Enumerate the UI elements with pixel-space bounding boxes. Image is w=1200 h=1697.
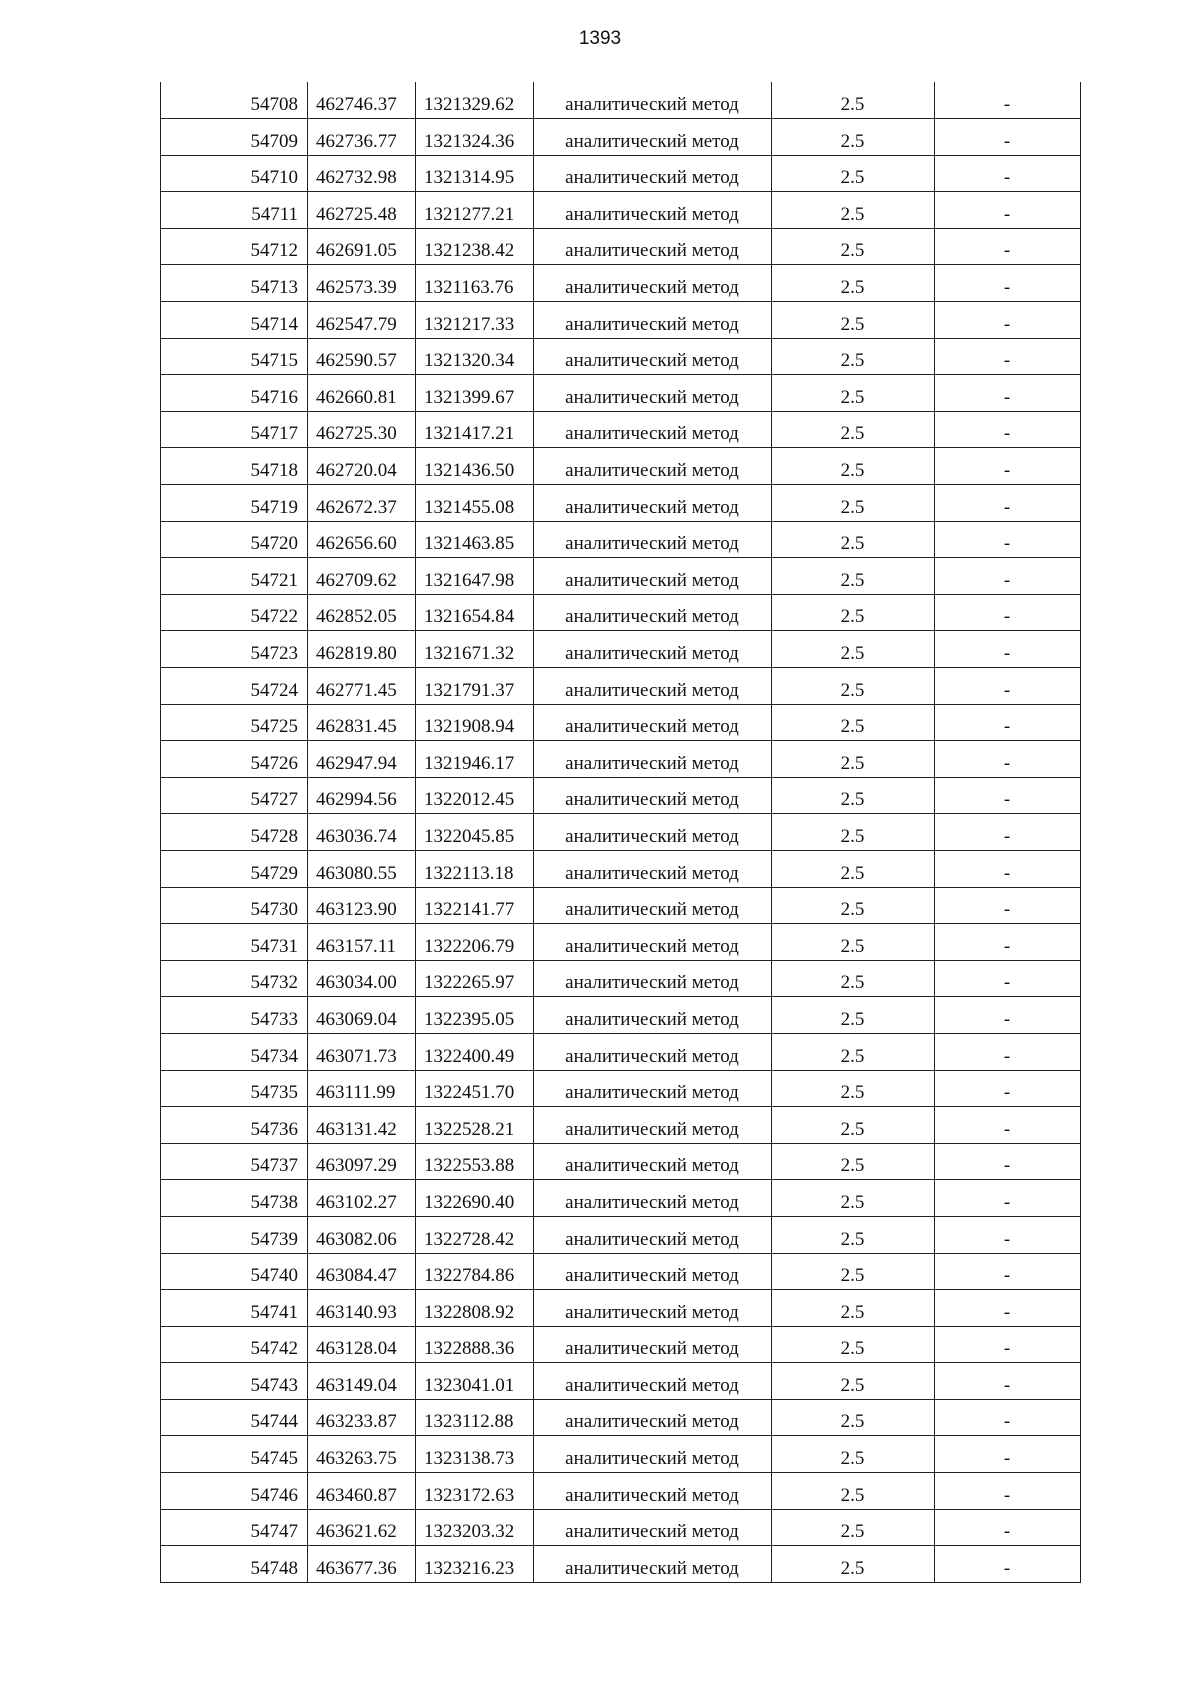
table-row — [161, 1363, 1081, 1400]
y-coordinate-cell: 1321277.21 — [416, 192, 534, 229]
point-number-cell: 54737 — [161, 1143, 308, 1180]
accuracy-cell: 2.5 — [772, 521, 935, 558]
point-number-cell: 54729 — [161, 850, 308, 887]
y-coordinate-cell: 1322728.42 — [416, 1216, 534, 1253]
note-cell: - — [935, 558, 1081, 595]
method-cell: аналитический метод — [534, 448, 772, 485]
accuracy-cell: 2.5 — [772, 1143, 935, 1180]
point-number-cell: 54712 — [161, 228, 308, 265]
y-coordinate-cell: 1322400.49 — [416, 1033, 534, 1070]
note-cell: - — [935, 594, 1081, 631]
method-cell: аналитический метод — [534, 1070, 772, 1107]
x-coordinate-cell: 462725.30 — [308, 411, 416, 448]
page-number: 1393 — [578, 28, 622, 49]
table-row — [161, 1143, 1081, 1180]
note-cell: - — [935, 777, 1081, 814]
point-number-cell: 54741 — [161, 1290, 308, 1327]
table-row — [161, 192, 1081, 229]
table-row — [161, 887, 1081, 924]
note-cell: - — [935, 631, 1081, 668]
table-row — [161, 631, 1081, 668]
method-cell: аналитический метод — [534, 338, 772, 375]
table-row — [161, 411, 1081, 448]
y-coordinate-cell: 1321324.36 — [416, 119, 534, 156]
accuracy-cell: 2.5 — [772, 631, 935, 668]
table-row — [161, 338, 1081, 375]
point-number-cell: 54730 — [161, 887, 308, 924]
x-coordinate-cell: 462831.45 — [308, 704, 416, 741]
y-coordinate-cell: 1321417.21 — [416, 411, 534, 448]
accuracy-cell: 2.5 — [772, 1216, 935, 1253]
method-cell: аналитический метод — [534, 594, 772, 631]
y-coordinate-cell: 1321647.98 — [416, 558, 534, 595]
note-cell: - — [935, 1107, 1081, 1144]
x-coordinate-cell: 462771.45 — [308, 668, 416, 705]
x-coordinate-cell: 462994.56 — [308, 777, 416, 814]
y-coordinate-cell: 1323216.23 — [416, 1546, 534, 1583]
y-coordinate-cell: 1321163.76 — [416, 265, 534, 302]
accuracy-cell: 2.5 — [772, 1180, 935, 1217]
x-coordinate-cell: 463157.11 — [308, 924, 416, 961]
x-coordinate-cell: 463677.36 — [308, 1546, 416, 1583]
note-cell: - — [935, 1399, 1081, 1436]
table-row — [161, 777, 1081, 814]
y-coordinate-cell: 1321329.62 — [416, 82, 534, 119]
accuracy-cell: 2.5 — [772, 302, 935, 339]
x-coordinate-cell: 463621.62 — [308, 1509, 416, 1546]
point-number-cell: 54731 — [161, 924, 308, 961]
method-cell: аналитический метод — [534, 1107, 772, 1144]
table-row — [161, 1180, 1081, 1217]
note-cell: - — [935, 668, 1081, 705]
accuracy-cell: 2.5 — [772, 1546, 935, 1583]
y-coordinate-cell: 1321320.34 — [416, 338, 534, 375]
method-cell: аналитический метод — [534, 1326, 772, 1363]
x-coordinate-cell: 463097.29 — [308, 1143, 416, 1180]
note-cell: - — [935, 521, 1081, 558]
note-cell: - — [935, 448, 1081, 485]
point-number-cell: 54726 — [161, 741, 308, 778]
point-number-cell: 54719 — [161, 485, 308, 522]
table-row — [161, 1436, 1081, 1473]
y-coordinate-cell: 1321436.50 — [416, 448, 534, 485]
y-coordinate-cell: 1322690.40 — [416, 1180, 534, 1217]
x-coordinate-cell: 463082.06 — [308, 1216, 416, 1253]
y-coordinate-cell: 1322528.21 — [416, 1107, 534, 1144]
point-number-cell: 54716 — [161, 375, 308, 412]
note-cell: - — [935, 1033, 1081, 1070]
y-coordinate-cell: 1323041.01 — [416, 1363, 534, 1400]
x-coordinate-cell: 462852.05 — [308, 594, 416, 631]
note-cell: - — [935, 741, 1081, 778]
accuracy-cell: 2.5 — [772, 485, 935, 522]
x-coordinate-cell: 463233.87 — [308, 1399, 416, 1436]
accuracy-cell: 2.5 — [772, 1107, 935, 1144]
table-row — [161, 1253, 1081, 1290]
x-coordinate-cell: 462819.80 — [308, 631, 416, 668]
method-cell: аналитический метод — [534, 375, 772, 412]
method-cell: аналитический метод — [534, 558, 772, 595]
y-coordinate-cell: 1322141.77 — [416, 887, 534, 924]
note-cell: - — [935, 1143, 1081, 1180]
method-cell: аналитический метод — [534, 741, 772, 778]
x-coordinate-cell: 462656.60 — [308, 521, 416, 558]
y-coordinate-cell: 1322888.36 — [416, 1326, 534, 1363]
point-number-cell: 54721 — [161, 558, 308, 595]
accuracy-cell: 2.5 — [772, 411, 935, 448]
accuracy-cell: 2.5 — [772, 1253, 935, 1290]
y-coordinate-cell: 1323112.88 — [416, 1399, 534, 1436]
note-cell: - — [935, 1509, 1081, 1546]
note-cell: - — [935, 1180, 1081, 1217]
table-row — [161, 1399, 1081, 1436]
point-number-cell: 54713 — [161, 265, 308, 302]
point-number-cell: 54746 — [161, 1473, 308, 1510]
point-number-cell: 54748 — [161, 1546, 308, 1583]
x-coordinate-cell: 462725.48 — [308, 192, 416, 229]
accuracy-cell: 2.5 — [772, 375, 935, 412]
x-coordinate-cell: 463460.87 — [308, 1473, 416, 1510]
note-cell: - — [935, 704, 1081, 741]
point-number-cell: 54739 — [161, 1216, 308, 1253]
method-cell: аналитический метод — [534, 228, 772, 265]
accuracy-cell: 2.5 — [772, 850, 935, 887]
point-number-cell: 54738 — [161, 1180, 308, 1217]
accuracy-cell: 2.5 — [772, 119, 935, 156]
x-coordinate-cell: 462691.05 — [308, 228, 416, 265]
x-coordinate-cell: 462573.39 — [308, 265, 416, 302]
method-cell: аналитический метод — [534, 1509, 772, 1546]
x-coordinate-cell: 462660.81 — [308, 375, 416, 412]
note-cell: - — [935, 1473, 1081, 1510]
x-coordinate-cell: 462547.79 — [308, 302, 416, 339]
method-cell: аналитический метод — [534, 485, 772, 522]
table-row — [161, 997, 1081, 1034]
x-coordinate-cell: 463084.47 — [308, 1253, 416, 1290]
method-cell: аналитический метод — [534, 521, 772, 558]
table-row — [161, 1326, 1081, 1363]
point-number-cell: 54745 — [161, 1436, 308, 1473]
y-coordinate-cell: 1323138.73 — [416, 1436, 534, 1473]
method-cell: аналитический метод — [534, 1473, 772, 1510]
accuracy-cell: 2.5 — [772, 1290, 935, 1327]
x-coordinate-cell: 463123.90 — [308, 887, 416, 924]
y-coordinate-cell: 1323203.32 — [416, 1509, 534, 1546]
y-coordinate-cell: 1322113.18 — [416, 850, 534, 887]
x-coordinate-cell: 463034.00 — [308, 960, 416, 997]
method-cell: аналитический метод — [534, 924, 772, 961]
y-coordinate-cell: 1321455.08 — [416, 485, 534, 522]
point-number-cell: 54727 — [161, 777, 308, 814]
table-row — [161, 1070, 1081, 1107]
accuracy-cell: 2.5 — [772, 741, 935, 778]
accuracy-cell: 2.5 — [772, 960, 935, 997]
accuracy-cell: 2.5 — [772, 1436, 935, 1473]
y-coordinate-cell: 1321654.84 — [416, 594, 534, 631]
y-coordinate-cell: 1322784.86 — [416, 1253, 534, 1290]
table-row — [161, 1509, 1081, 1546]
accuracy-cell: 2.5 — [772, 668, 935, 705]
x-coordinate-cell: 462720.04 — [308, 448, 416, 485]
table-row — [161, 704, 1081, 741]
method-cell: аналитический метод — [534, 155, 772, 192]
method-cell: аналитический метод — [534, 1290, 772, 1327]
method-cell: аналитический метод — [534, 1180, 772, 1217]
note-cell: - — [935, 924, 1081, 961]
x-coordinate-cell: 463140.93 — [308, 1290, 416, 1327]
method-cell: аналитический метод — [534, 997, 772, 1034]
accuracy-cell: 2.5 — [772, 924, 935, 961]
method-cell: аналитический метод — [534, 668, 772, 705]
accuracy-cell: 2.5 — [772, 1509, 935, 1546]
point-number-cell: 54733 — [161, 997, 308, 1034]
y-coordinate-cell: 1321217.33 — [416, 302, 534, 339]
point-number-cell: 54717 — [161, 411, 308, 448]
y-coordinate-cell: 1322553.88 — [416, 1143, 534, 1180]
point-number-cell: 54736 — [161, 1107, 308, 1144]
note-cell: - — [935, 960, 1081, 997]
table-row — [161, 960, 1081, 997]
table-row — [161, 594, 1081, 631]
note-cell: - — [935, 302, 1081, 339]
note-cell: - — [935, 485, 1081, 522]
note-cell: - — [935, 1290, 1081, 1327]
coordinates-table — [160, 82, 1081, 1583]
table-row — [161, 1290, 1081, 1327]
x-coordinate-cell: 462709.62 — [308, 558, 416, 595]
accuracy-cell: 2.5 — [772, 1033, 935, 1070]
point-number-cell: 54747 — [161, 1509, 308, 1546]
note-cell: - — [935, 997, 1081, 1034]
point-number-cell: 54714 — [161, 302, 308, 339]
x-coordinate-cell: 462736.77 — [308, 119, 416, 156]
method-cell: аналитический метод — [534, 1216, 772, 1253]
x-coordinate-cell: 463080.55 — [308, 850, 416, 887]
point-number-cell: 54720 — [161, 521, 308, 558]
y-coordinate-cell: 1321946.17 — [416, 741, 534, 778]
note-cell: - — [935, 1363, 1081, 1400]
table-row — [161, 741, 1081, 778]
method-cell: аналитический метод — [534, 1436, 772, 1473]
accuracy-cell: 2.5 — [772, 1363, 935, 1400]
x-coordinate-cell: 463102.27 — [308, 1180, 416, 1217]
accuracy-cell: 2.5 — [772, 594, 935, 631]
point-number-cell: 54709 — [161, 119, 308, 156]
table-row — [161, 1546, 1081, 1583]
table-row — [161, 1473, 1081, 1510]
table-row — [161, 1107, 1081, 1144]
note-cell: - — [935, 375, 1081, 412]
x-coordinate-cell: 463111.99 — [308, 1070, 416, 1107]
accuracy-cell: 2.5 — [772, 265, 935, 302]
x-coordinate-cell: 463128.04 — [308, 1326, 416, 1363]
method-cell: аналитический метод — [534, 1033, 772, 1070]
note-cell: - — [935, 265, 1081, 302]
note-cell: - — [935, 228, 1081, 265]
note-cell: - — [935, 155, 1081, 192]
y-coordinate-cell: 1322012.45 — [416, 777, 534, 814]
method-cell: аналитический метод — [534, 1363, 772, 1400]
note-cell: - — [935, 1546, 1081, 1583]
table-row — [161, 668, 1081, 705]
method-cell: аналитический метод — [534, 704, 772, 741]
method-cell: аналитический метод — [534, 1143, 772, 1180]
y-coordinate-cell: 1321238.42 — [416, 228, 534, 265]
x-coordinate-cell: 463131.42 — [308, 1107, 416, 1144]
table-row — [161, 558, 1081, 595]
y-coordinate-cell: 1321671.32 — [416, 631, 534, 668]
note-cell: - — [935, 1326, 1081, 1363]
point-number-cell: 54744 — [161, 1399, 308, 1436]
table-row — [161, 265, 1081, 302]
x-coordinate-cell: 463263.75 — [308, 1436, 416, 1473]
y-coordinate-cell: 1322395.05 — [416, 997, 534, 1034]
point-number-cell: 54718 — [161, 448, 308, 485]
accuracy-cell: 2.5 — [772, 1473, 935, 1510]
table-row — [161, 850, 1081, 887]
accuracy-cell: 2.5 — [772, 192, 935, 229]
point-number-cell: 54723 — [161, 631, 308, 668]
accuracy-cell: 2.5 — [772, 777, 935, 814]
method-cell: аналитический метод — [534, 850, 772, 887]
note-cell: - — [935, 119, 1081, 156]
x-coordinate-cell: 463071.73 — [308, 1033, 416, 1070]
method-cell: аналитический метод — [534, 265, 772, 302]
point-number-cell: 54735 — [161, 1070, 308, 1107]
note-cell: - — [935, 338, 1081, 375]
method-cell: аналитический метод — [534, 119, 772, 156]
note-cell: - — [935, 82, 1081, 119]
x-coordinate-cell: 462590.57 — [308, 338, 416, 375]
method-cell: аналитический метод — [534, 1399, 772, 1436]
note-cell: - — [935, 1070, 1081, 1107]
x-coordinate-cell: 462947.94 — [308, 741, 416, 778]
method-cell: аналитический метод — [534, 192, 772, 229]
y-coordinate-cell: 1321463.85 — [416, 521, 534, 558]
table-row — [161, 302, 1081, 339]
table-row — [161, 485, 1081, 522]
point-number-cell: 54711 — [161, 192, 308, 229]
method-cell: аналитический метод — [534, 1546, 772, 1583]
table-row — [161, 155, 1081, 192]
y-coordinate-cell: 1321791.37 — [416, 668, 534, 705]
accuracy-cell: 2.5 — [772, 1399, 935, 1436]
y-coordinate-cell: 1321908.94 — [416, 704, 534, 741]
point-number-cell: 54710 — [161, 155, 308, 192]
coordinates-table-body — [161, 82, 1081, 1582]
point-number-cell: 54740 — [161, 1253, 308, 1290]
note-cell: - — [935, 411, 1081, 448]
accuracy-cell: 2.5 — [772, 448, 935, 485]
x-coordinate-cell: 463069.04 — [308, 997, 416, 1034]
method-cell: аналитический метод — [534, 1253, 772, 1290]
note-cell: - — [935, 814, 1081, 851]
note-cell: - — [935, 1436, 1081, 1473]
x-coordinate-cell: 462746.37 — [308, 82, 416, 119]
note-cell: - — [935, 1216, 1081, 1253]
y-coordinate-cell: 1322808.92 — [416, 1290, 534, 1327]
accuracy-cell: 2.5 — [772, 1070, 935, 1107]
table-row — [161, 82, 1081, 119]
table-row — [161, 228, 1081, 265]
point-number-cell: 54732 — [161, 960, 308, 997]
table-row — [161, 119, 1081, 156]
accuracy-cell: 2.5 — [772, 558, 935, 595]
accuracy-cell: 2.5 — [772, 704, 935, 741]
accuracy-cell: 2.5 — [772, 228, 935, 265]
point-number-cell: 54734 — [161, 1033, 308, 1070]
table-row — [161, 375, 1081, 412]
table-row — [161, 448, 1081, 485]
accuracy-cell: 2.5 — [772, 82, 935, 119]
x-coordinate-cell: 462732.98 — [308, 155, 416, 192]
note-cell: - — [935, 850, 1081, 887]
note-cell: - — [935, 192, 1081, 229]
point-number-cell: 54708 — [161, 82, 308, 119]
method-cell: аналитический метод — [534, 631, 772, 668]
x-coordinate-cell: 463149.04 — [308, 1363, 416, 1400]
y-coordinate-cell: 1322045.85 — [416, 814, 534, 851]
note-cell: - — [935, 1253, 1081, 1290]
method-cell: аналитический метод — [534, 411, 772, 448]
accuracy-cell: 2.5 — [772, 338, 935, 375]
y-coordinate-cell: 1322206.79 — [416, 924, 534, 961]
table-row — [161, 814, 1081, 851]
point-number-cell: 54742 — [161, 1326, 308, 1363]
table-row — [161, 1216, 1081, 1253]
x-coordinate-cell: 462672.37 — [308, 485, 416, 522]
table-row — [161, 1033, 1081, 1070]
accuracy-cell: 2.5 — [772, 1326, 935, 1363]
accuracy-cell: 2.5 — [772, 155, 935, 192]
point-number-cell: 54724 — [161, 668, 308, 705]
table-row — [161, 924, 1081, 961]
method-cell: аналитический метод — [534, 814, 772, 851]
point-number-cell: 54722 — [161, 594, 308, 631]
accuracy-cell: 2.5 — [772, 887, 935, 924]
accuracy-cell: 2.5 — [772, 814, 935, 851]
y-coordinate-cell: 1323172.63 — [416, 1473, 534, 1510]
y-coordinate-cell: 1322451.70 — [416, 1070, 534, 1107]
method-cell: аналитический метод — [534, 960, 772, 997]
point-number-cell: 54743 — [161, 1363, 308, 1400]
point-number-cell: 54725 — [161, 704, 308, 741]
point-number-cell: 54728 — [161, 814, 308, 851]
method-cell: аналитический метод — [534, 777, 772, 814]
y-coordinate-cell: 1321314.95 — [416, 155, 534, 192]
method-cell: аналитический метод — [534, 302, 772, 339]
x-coordinate-cell: 463036.74 — [308, 814, 416, 851]
point-number-cell: 54715 — [161, 338, 308, 375]
note-cell: - — [935, 887, 1081, 924]
table-row — [161, 521, 1081, 558]
accuracy-cell: 2.5 — [772, 997, 935, 1034]
y-coordinate-cell: 1321399.67 — [416, 375, 534, 412]
y-coordinate-cell: 1322265.97 — [416, 960, 534, 997]
method-cell: аналитический метод — [534, 887, 772, 924]
method-cell: аналитический метод — [534, 82, 772, 119]
